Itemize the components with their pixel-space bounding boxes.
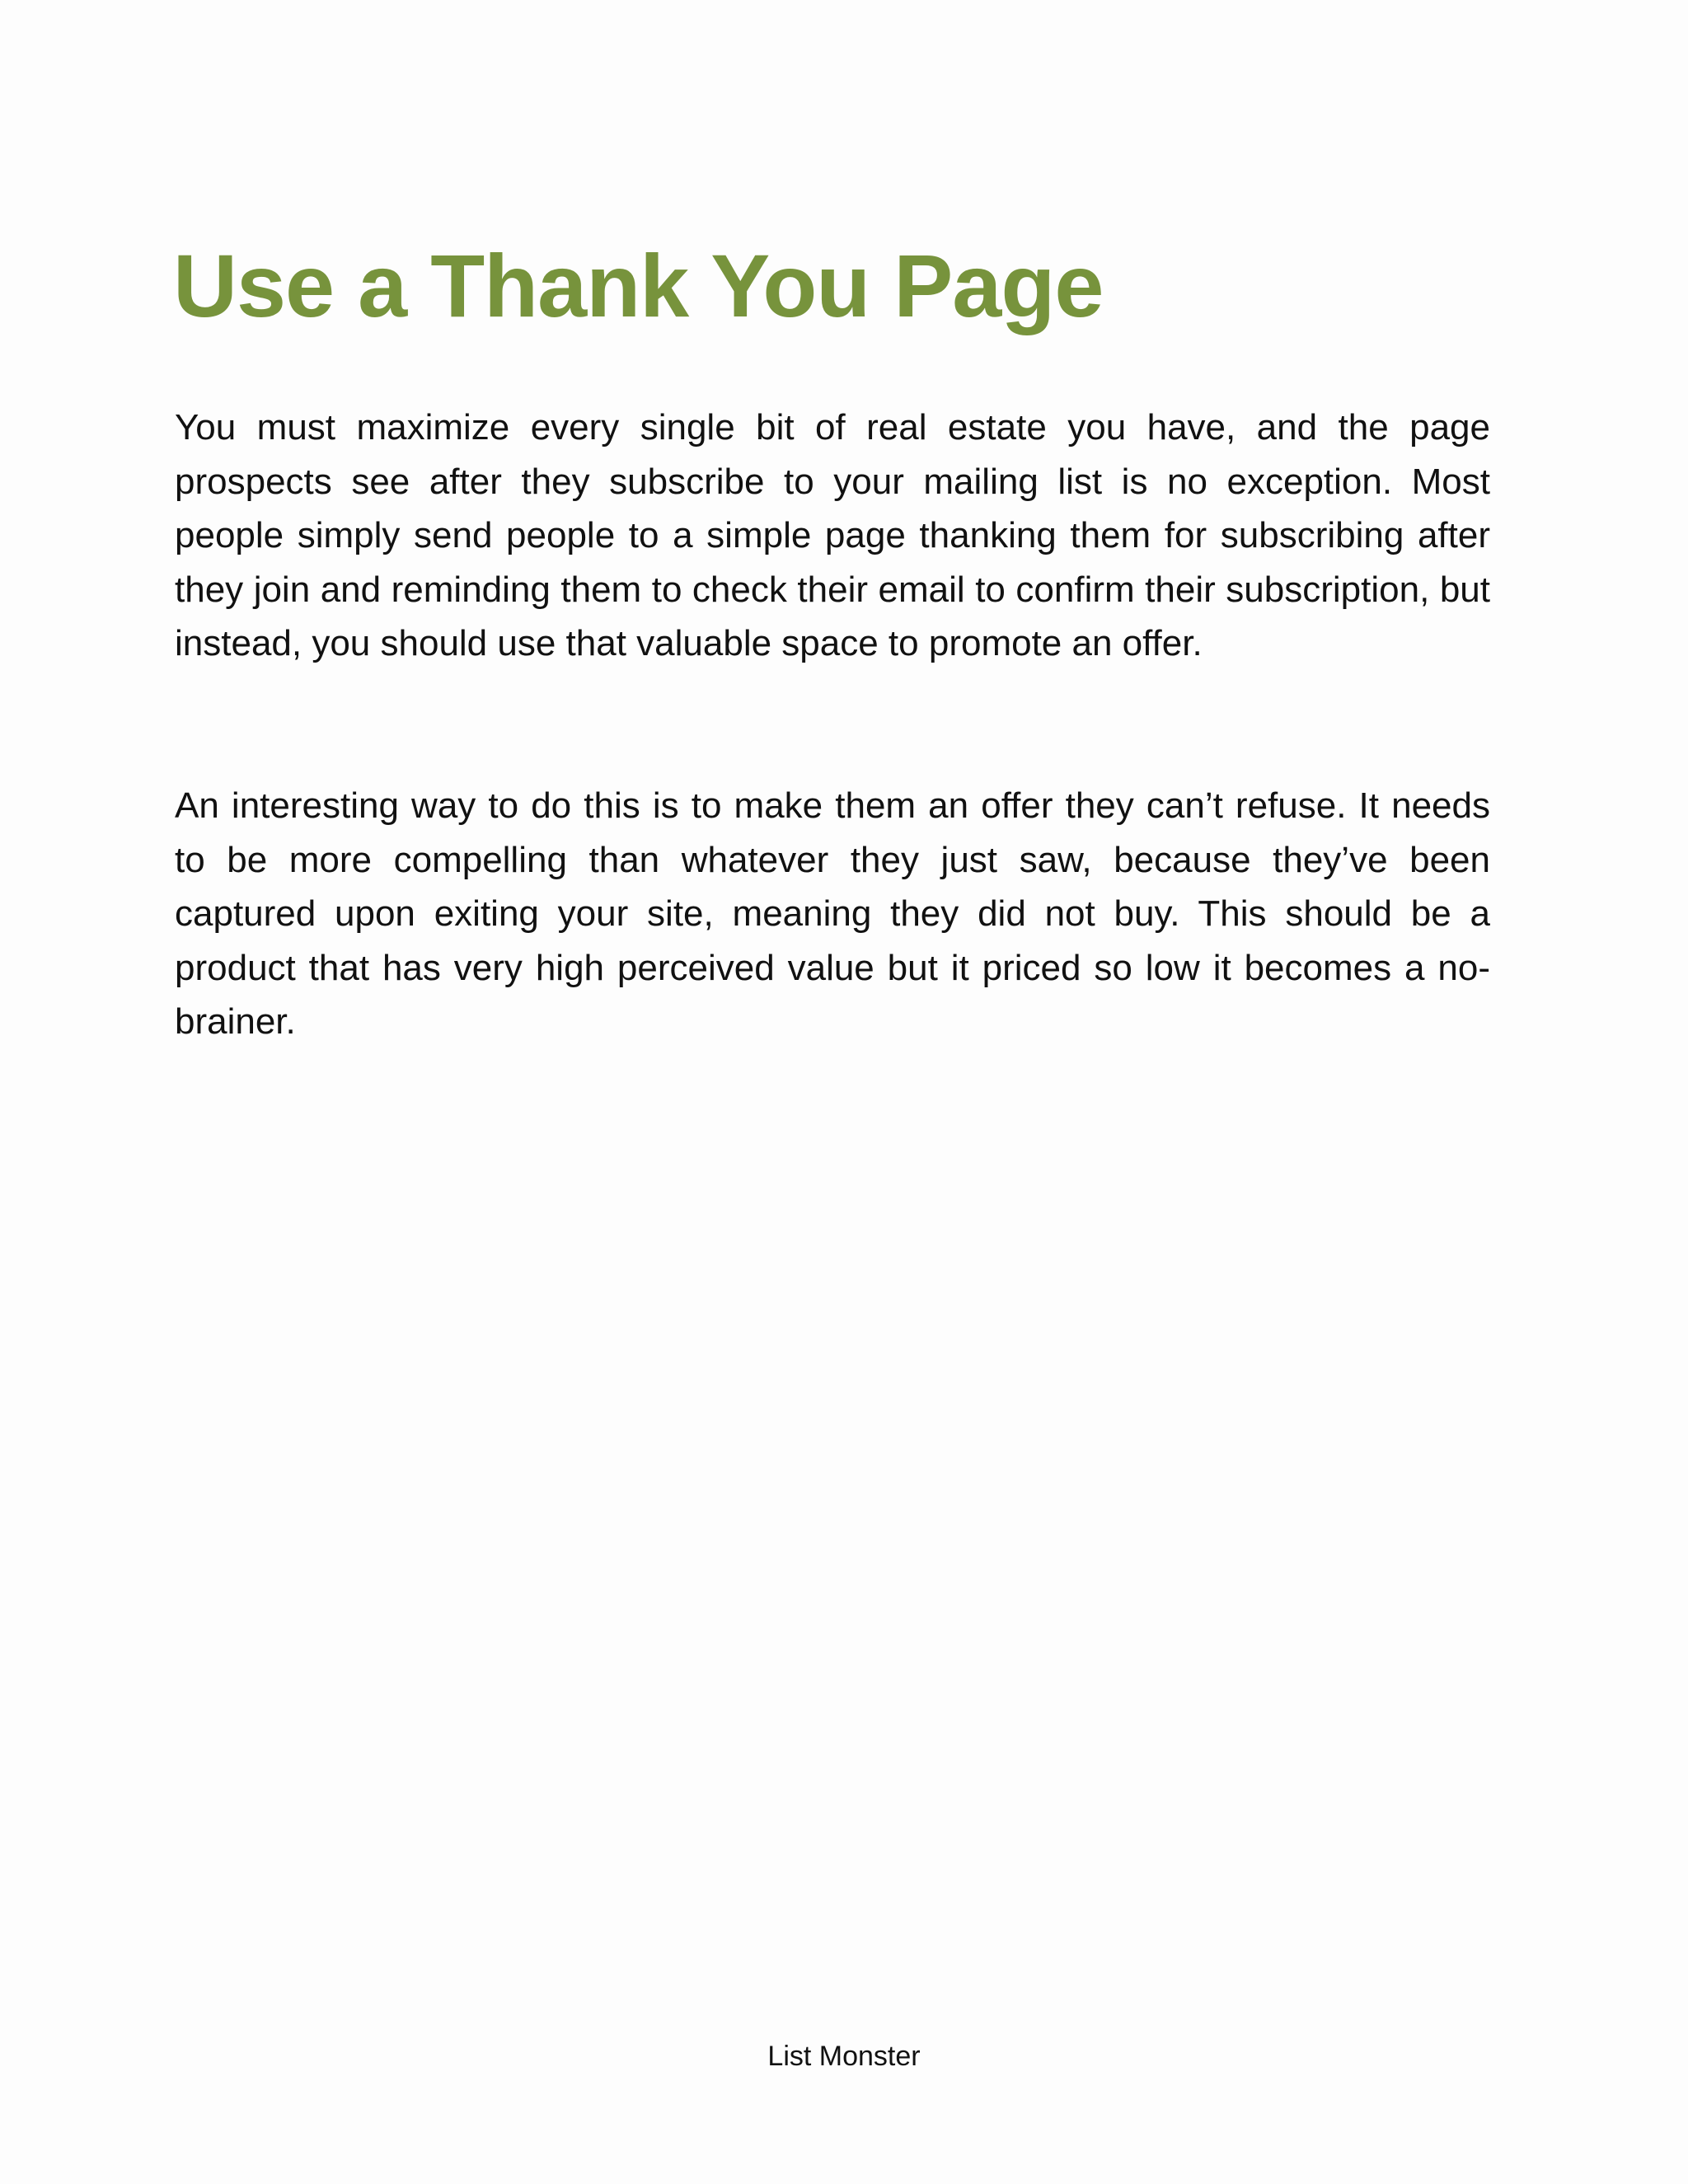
- page-heading: Use a Thank You Page: [173, 236, 1104, 335]
- body-paragraph-2: An interesting way to do this is to make them an offer they can’t refuse. It needs to be more compelling than whatever they just saw, because they’ve been captured upon exiting your site, meaning they did not buy. This should be a product that has very high perceived value but it priced so low it becomes a no-brainer.: [175, 785, 1490, 1042]
- page-footer: List Monster: [767, 2041, 921, 2072]
- body-paragraph-1: You must maximize every single bit of real estate you have, and the page prospects see after they subscribe to your mailing list is no exception. Most people simply send people to a simple page thanking them for subscribing after they join and reminding them to check their email to confirm their subscription, but instead, you should use that valuable space to promote an offer.: [175, 407, 1490, 663]
